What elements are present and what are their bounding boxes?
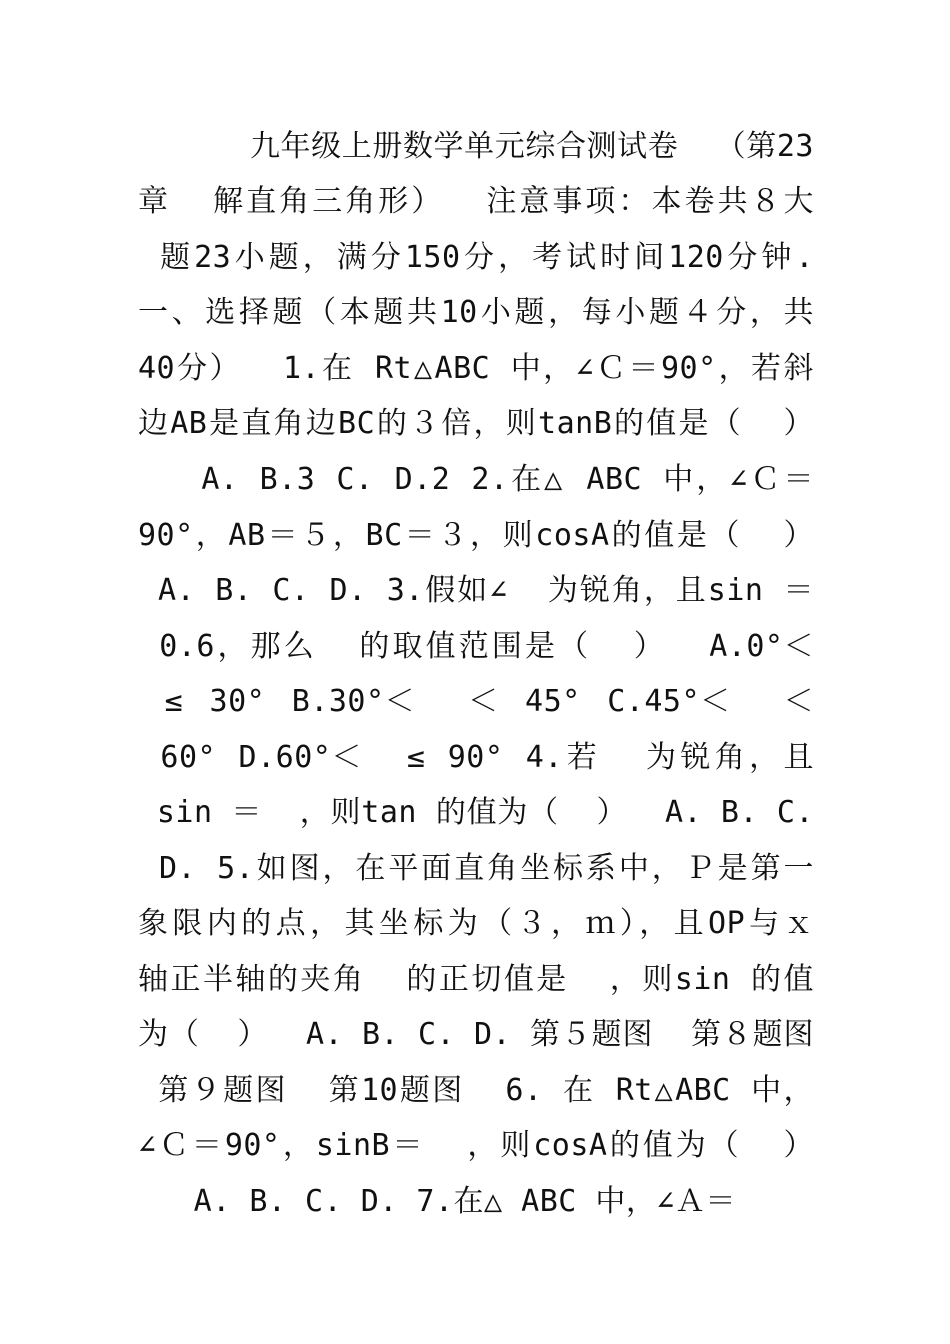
text-line: 60° D.60°＜ ≤ 90° 4.若 为锐角，且 xyxy=(138,740,814,775)
text-line: 题23小题，满分150分，考试时间120分钟. xyxy=(138,240,814,275)
text-line: 边AB是直角边BC的３倍，则tanB的值是（ ） xyxy=(138,406,814,441)
text-line: 象限内的点，其坐标为（３，ｍ），且OP与ｘ xyxy=(138,906,814,941)
text-line: 轴正半轴的夹角 的正切值是 ，则sin 的值 xyxy=(138,962,814,997)
text-line: A. B. C. D. 7.在△ ABC 中，∠Ａ＝ xyxy=(138,1184,736,1219)
text-line: 0.6，那么 的取值范围是（ ） A.0°＜ xyxy=(138,629,814,664)
text-line: 章 解直角三角形） 注意事项：本卷共８大 xyxy=(138,184,814,219)
text-line: 为（ ） A. B. C. D. 第５题图 第８题图 xyxy=(138,1017,814,1052)
text-line: ≤ 30° B.30°＜ ＜ 45° C.45°＜ ＜ xyxy=(138,684,814,719)
text-line: 一、选择题（本题共10小题，每小题４分，共 xyxy=(138,295,814,330)
text-line: 第９题图 第10题图 6. 在 Rt△ABC 中， xyxy=(138,1073,814,1108)
text-line: D. 5.如图，在平面直角坐标系中，Ｐ是第一 xyxy=(138,851,814,886)
text-line: ∠Ｃ＝90°，sinB＝ ，则cosA的值为（ ） xyxy=(138,1128,814,1163)
text-line: 90°，AB＝５，BC＝３，则cosA的值是（ ） xyxy=(138,518,814,553)
text-line: 九年级上册数学单元综合测试卷 （第23 xyxy=(138,129,814,164)
text-line: 40分） 1.在 Rt△ABC 中，∠Ｃ＝90°，若斜 xyxy=(138,351,814,386)
text-line: A. B.3 C. D.2 2.在△ ABC 中，∠Ｃ＝ xyxy=(138,462,814,497)
text-line: sin ＝ ，则tan 的值为（ ） A. B. C. xyxy=(138,795,814,830)
text-line: A. B. C. D. 3.假如∠ 为锐角，且sin ＝ xyxy=(138,573,814,608)
